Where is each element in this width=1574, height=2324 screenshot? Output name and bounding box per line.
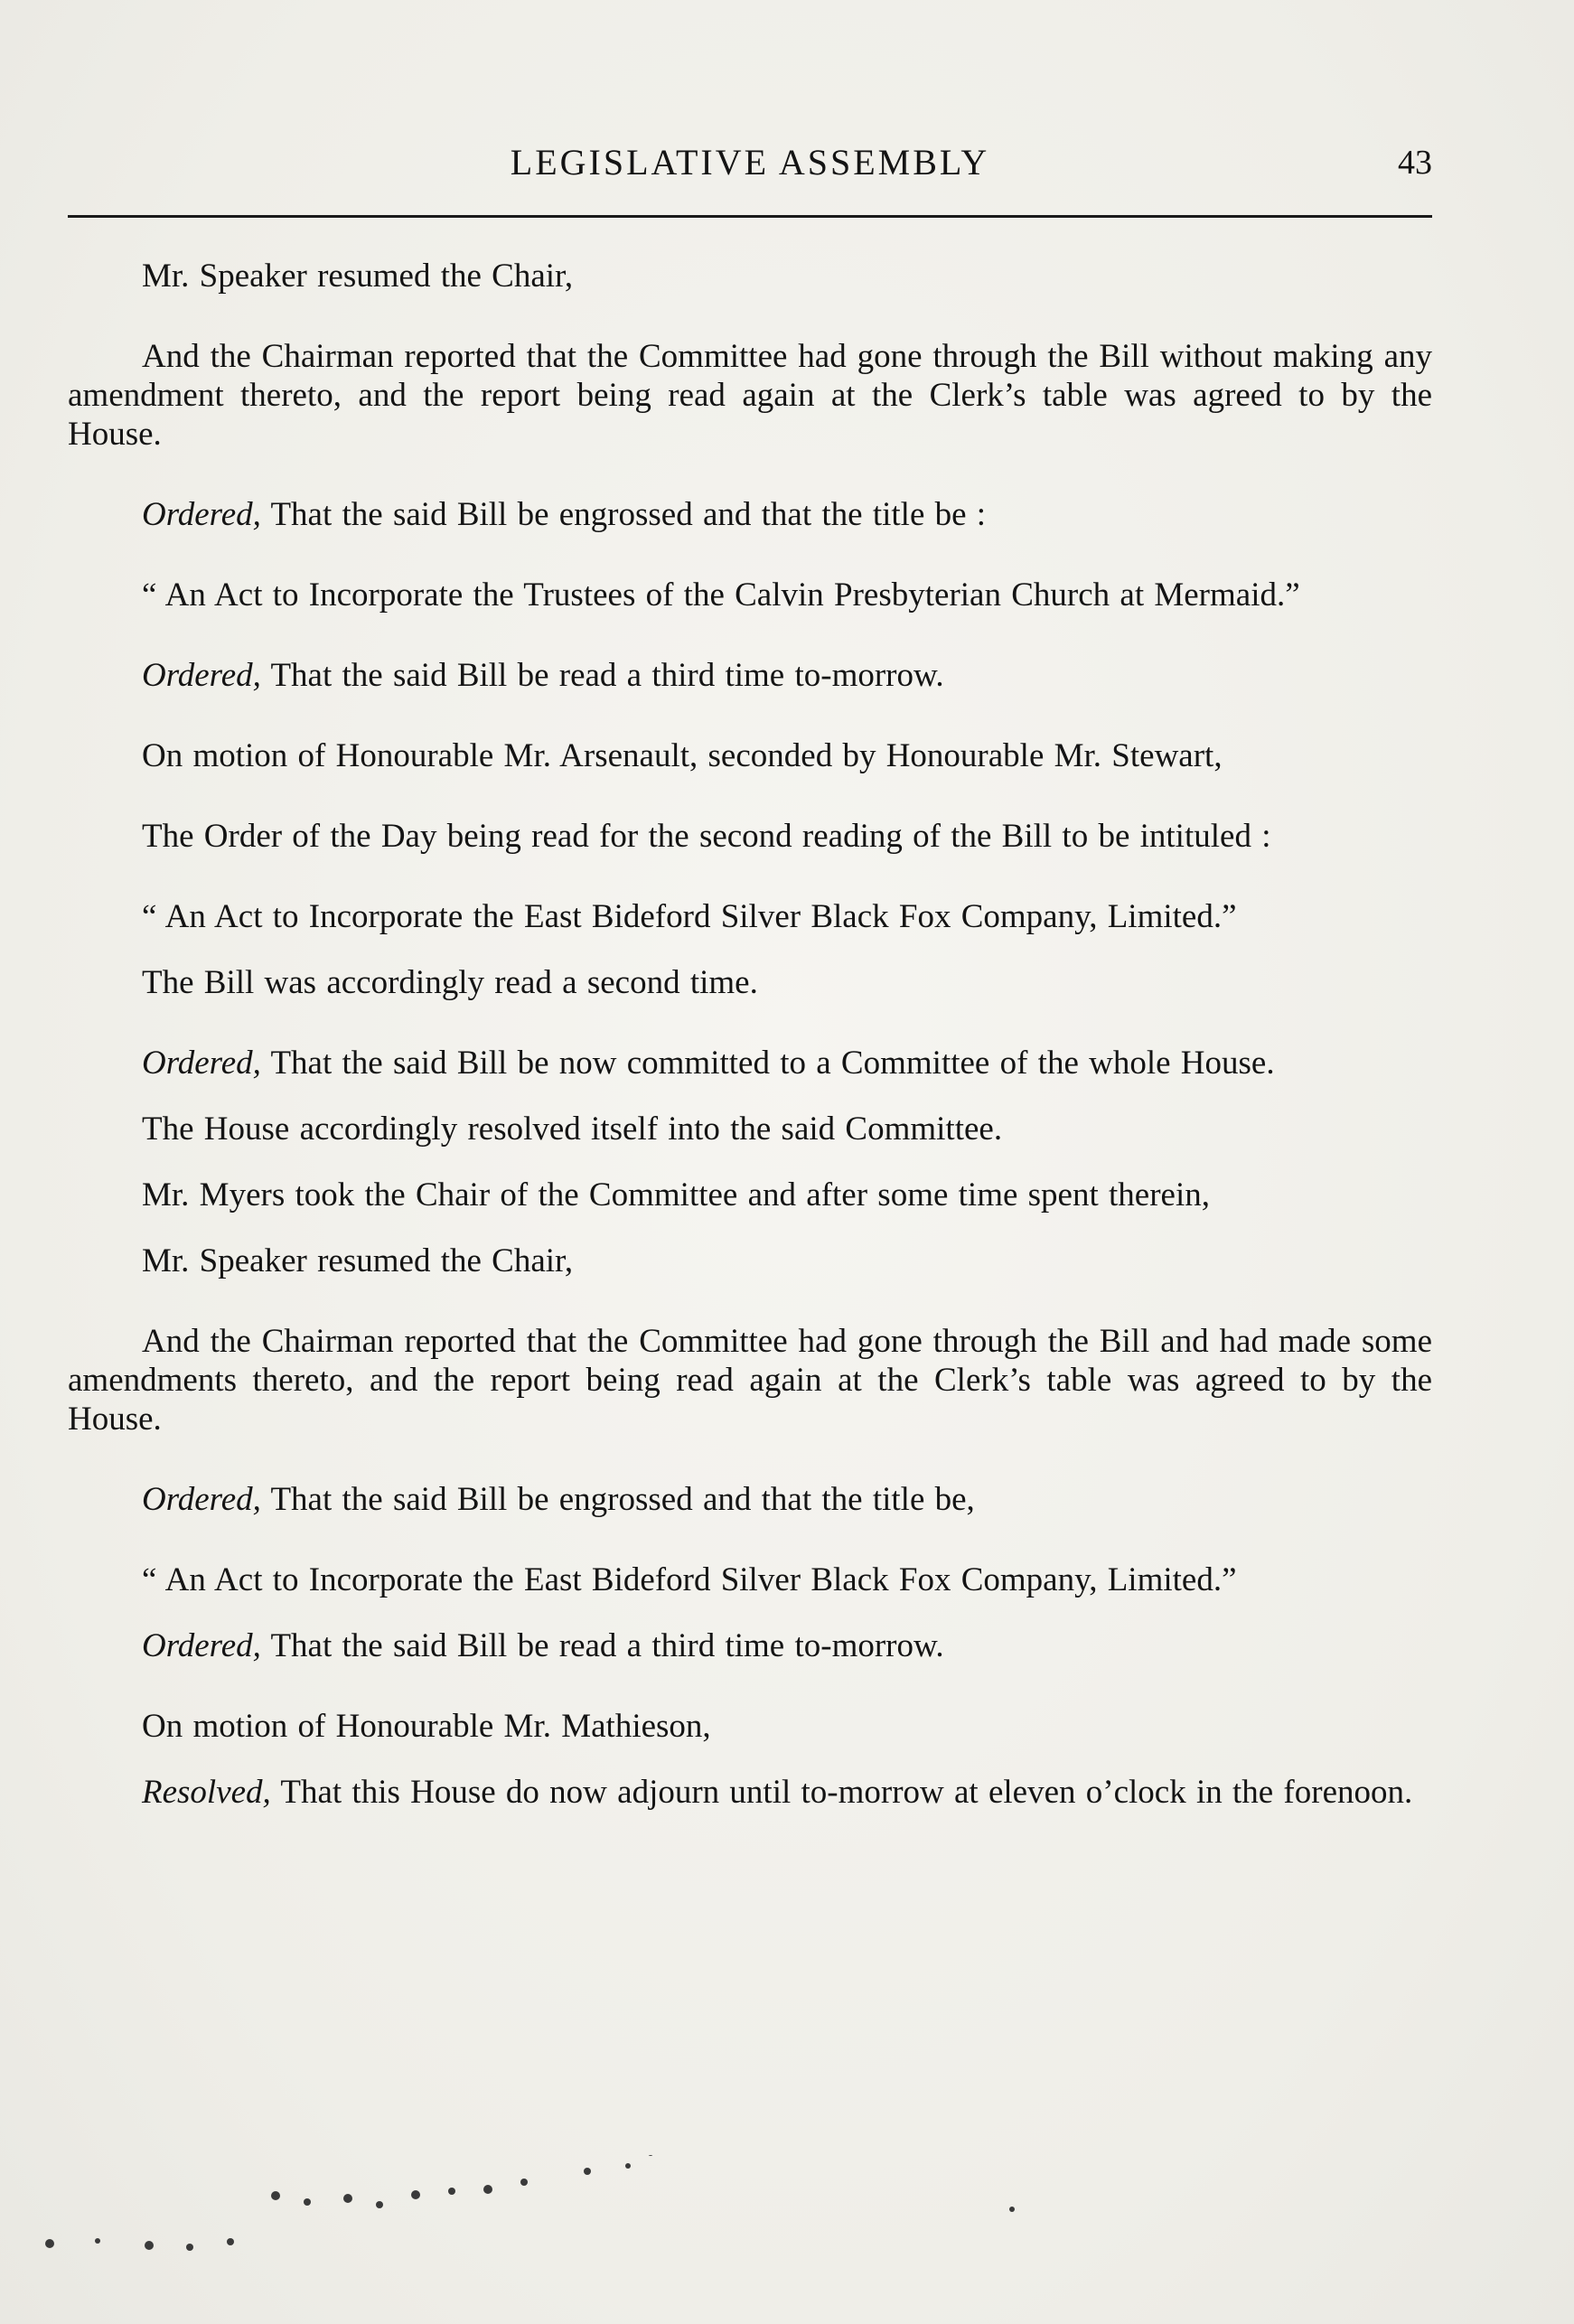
paragraph-6: On motion of Honourable Mr. Arsenault, seconded by Honourable Mr. Stewart, xyxy=(142,737,1223,774)
paragraph-17: Ordered, That the said Bill be read a third time to-morrow. xyxy=(142,1627,944,1664)
paragraph-1: Mr. Speaker resumed the Chair, xyxy=(142,258,574,295)
paragraph-14: And the Chairman reported that the Committee had gone through the Bill and had made some amendments thereto, and the report being read again at the Clerk’s table was agreed to by the House. xyxy=(68,1323,1432,1438)
paragraph-8: “ An Act to Incorporate the East Bideford Silver Black Fox Company, Limited.” xyxy=(142,898,1237,935)
paragraph-7: The Order of the Day being read for the second reading of the Bill to be intituled : xyxy=(142,818,1271,855)
header-rule xyxy=(68,215,1432,218)
page-header xyxy=(68,136,1432,190)
running-head: LEGISLATIVE ASSEMBLY xyxy=(510,142,990,183)
paragraph-10: Ordered, That the said Bill be now committed to a Committee of the whole House. xyxy=(142,1045,1275,1082)
paragraph-15: Ordered, That the said Bill be engrossed and that the title be, xyxy=(142,1481,975,1518)
paragraph-12: Mr. Myers took the Chair of the Committee and after some time spent therein, xyxy=(142,1176,1210,1214)
paragraph-9: The Bill was accordingly read a second time. xyxy=(142,964,758,1001)
paragraph-13: Mr. Speaker resumed the Chair, xyxy=(142,1242,574,1279)
paragraph-11: The House accordingly resolved itself into the said Committee. xyxy=(142,1110,1003,1148)
paragraph-18: On motion of Honourable Mr. Mathieson, xyxy=(142,1708,711,1745)
print-specks xyxy=(36,2155,1120,2272)
paragraph-19: Resolved, That this House do now adjourn until to-morrow at eleven o’clock in the forenoon. xyxy=(142,1774,1413,1811)
paragraph-5: Ordered, That the said Bill be read a third time to-morrow. xyxy=(142,657,944,694)
paragraph-3: Ordered, That the said Bill be engrossed and that the title be : xyxy=(142,496,987,533)
paragraph-2: And the Chairman reported that the Committee had gone through the Bill without making any amendment thereto, and the report being read again at the Clerk’s table was agreed to by the House. xyxy=(68,338,1432,453)
paragraph-16: “ An Act to Incorporate the East Bideford Silver Black Fox Company, Limited.” xyxy=(142,1561,1237,1598)
paragraph-4: “ An Act to Incorporate the Trustees of the Calvin Presbyterian Church at Mermaid.” xyxy=(142,576,1300,614)
page-number: 43 xyxy=(1398,144,1432,182)
journal-body xyxy=(68,257,1432,1812)
